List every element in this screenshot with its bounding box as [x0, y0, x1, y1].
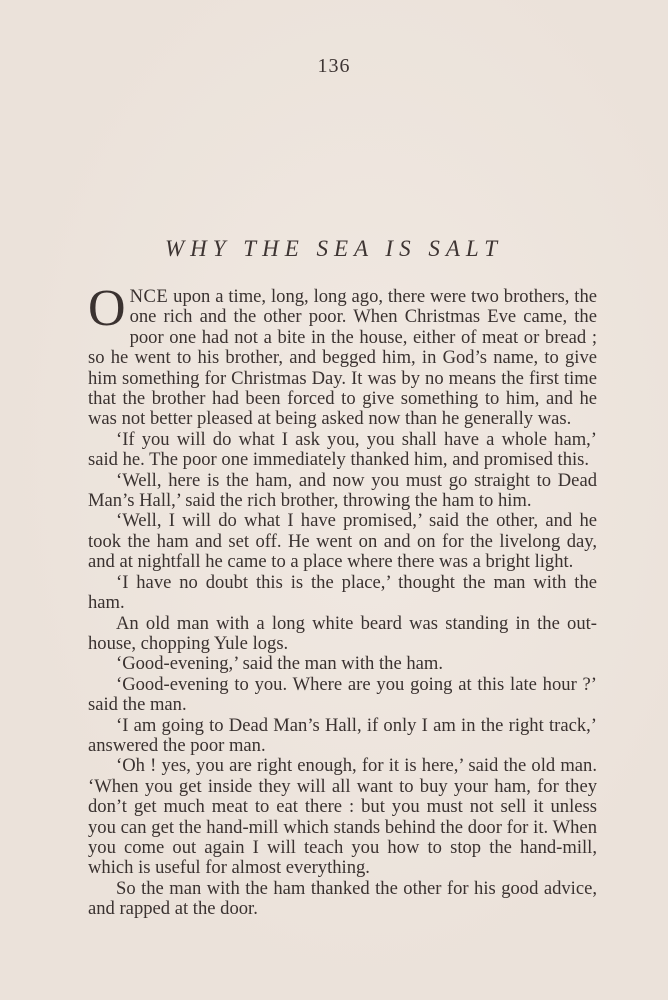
drop-cap: O — [88, 280, 126, 337]
paragraph: ‘Well, I will do what I have promised,’ said the other, and he took the ham and set off. He went on and on for the livelong day, and at nightfall he came to a place where there was a bright light. — [88, 510, 597, 573]
paragraph: ‘I am going to Dead Man’s Hall, if only I am in the right track,’ answered the poor man. — [88, 714, 597, 756]
story-text — [88, 280, 597, 920]
paragraph: ‘Good-evening,’ said the man with the ham. — [116, 653, 444, 675]
first-word-rest: NCE — [129, 286, 169, 307]
paragraph: An old man with a long white beard was standing in the out-house, chopping Yule logs. — [88, 612, 597, 654]
page-number: 136 — [317, 55, 351, 77]
paragraph: ‘Well, here is the ham, and now you must go straight to Dead Man’s Hall,’ said the rich brother, throwing the ham to him. — [88, 469, 597, 512]
paragraph: ‘If you will do what I ask you, you shall have a whole ham,’ said he. The poor one immediately thanked him, and promised this. — [88, 428, 597, 471]
paragraph: So the man with the ham thanked the other for his good advice, and rapped at the door. — [88, 877, 597, 920]
paragraph: ‘Good-evening to you. Where are you going at this late hour ?’ said the man. — [88, 673, 597, 716]
paragraph: ‘Oh ! yes, you are right enough, for it is here,’ said the old man. ‘When you get inside they will all want to buy your ham, for they don’t get much meat to eat there : but you must not sell it unless you can get the hand-mill which stands behind the door for it. When you come out again I will teach you how to stop the hand-mill, which is useful for almost everything. — [88, 755, 597, 879]
chapter-title: WHY THE SEA IS SALT — [164, 236, 504, 261]
paragraph — [88, 280, 597, 430]
paragraph: ‘I have no doubt this is the place,’ thought the man with the ham. — [88, 571, 597, 614]
paragraph-text: upon a time, long, long ago, there were two brothers, the one rich and the other poor. When Christmas Eve came, the poor one had not a bite in the house, either of meat or bread ; so he went to his brother, and begged him, in God’s name, to give him something for Christmas Day. It was by no means the first time that the brother had been forced to give something to him, and he was not better pleased at being asked now than he generally was. — [88, 286, 597, 430]
